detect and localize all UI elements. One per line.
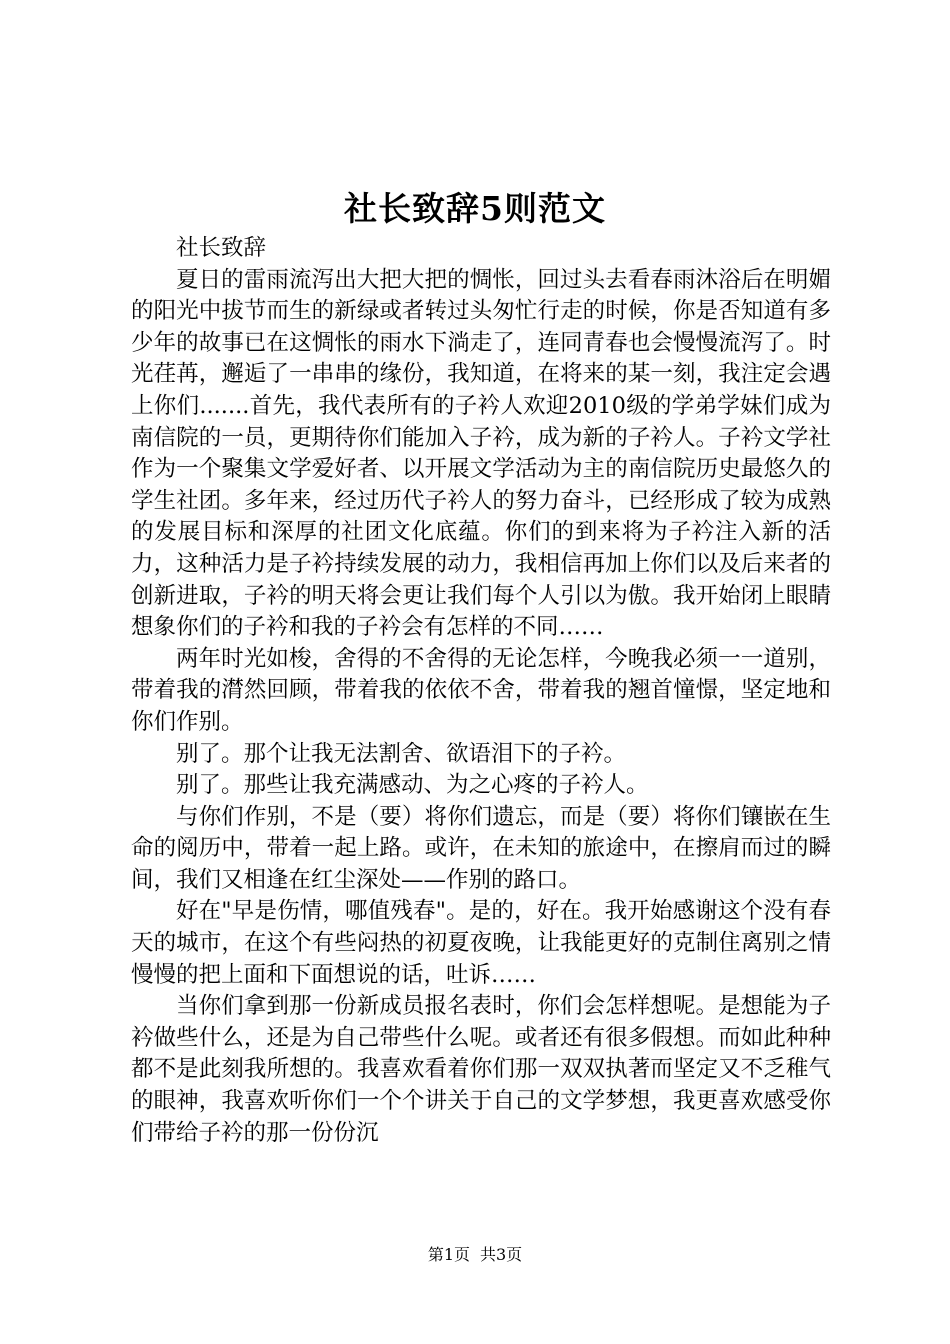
paragraph: 与你们作别，不是（要）将你们遗忘，而是（要）将你们镶嵌在生命的阅历中，带着一起上路。或许，在未知的旅途中，在擦肩而过的瞬间，我们又相逢在红尘深处——作别的路口。: [131, 803, 831, 893]
paragraph: 夏日的雷雨流泻出大把大把的惆怅，回过头去看春雨沐浴后在明媚的阳光中拔节而生的新绿或者转过头匆忙行走的时候，你是否知道有多少年的故事已在这惆怅的雨水下淌走了，连同青春也会慢慢流泻了。时光荏苒，邂逅了一串串的缘份，我知道，在将来的某一刻，我注定会遇上你们.......首先，我代表所有的子衿人欢迎2010级的学弟学妹们成为南信院的一员，更期待你们能加入子衿，成为新的子衿人。子衿文学社作为一个聚集文学爱好者、以开展文学活动为主的南信院历史最悠久的学生社团。多年来，经过历代子衿人的努力奋斗，已经形成了较为成熟的发展目标和深厚的社团文化底蕴。你们的到来将为子衿注入新的活力，这种活力是子衿持续发展的动力，我相信再加上你们以及后来者的创新进取，子衿的明天将会更让我们每个人引以为傲。我开始闭上眼睛想象你们的子衿和我的子衿会有怎样的不同……: [131, 266, 831, 641]
paragraph: 别了。那些让我充满感动、为之心疼的子衿人。: [176, 772, 649, 799]
page-footer: [0, 1244, 950, 1266]
paragraph: 别了。那个让我无法割舍、欲语泪下的子衿。: [176, 740, 627, 767]
document-body: [131, 233, 831, 1149]
paragraph: 当你们拿到那一份新成员报名表时，你们会怎样想呢。是想能为子衿做些什么，还是为自己带些什么呢。或者还有很多假想。而如此种种都不是此刻我所想的。我喜欢看着你们那一双双执著而坚定又不乏稚气的眼神，我喜欢听你们一个个讲关于自己的文学梦想，我更喜欢感受你们带给子衿的那一份份沉: [131, 993, 831, 1146]
paragraph: 好在"早是伤情，哪值残春"。是的，好在。我开始感谢这个没有春天的城市，在这个有些闷热的初夏夜晚，让我能更好的克制住离别之情慢慢的把上面和下面想说的话，吐诉……: [131, 898, 831, 988]
paragraph-heading: 社长致辞: [176, 235, 267, 261]
page-number: 第1页: [427, 1245, 470, 1264]
paragraph: 两年时光如梭，舍得的不舍得的无论怎样，今晚我必须一一道别，带着我的潸然回顾，带着我的依依不舍，带着我的翘首憧憬，坚定地和你们作别。: [131, 645, 831, 735]
document-title: 社长致辞5则范文: [344, 189, 606, 228]
page-total: 共3页: [480, 1245, 523, 1264]
